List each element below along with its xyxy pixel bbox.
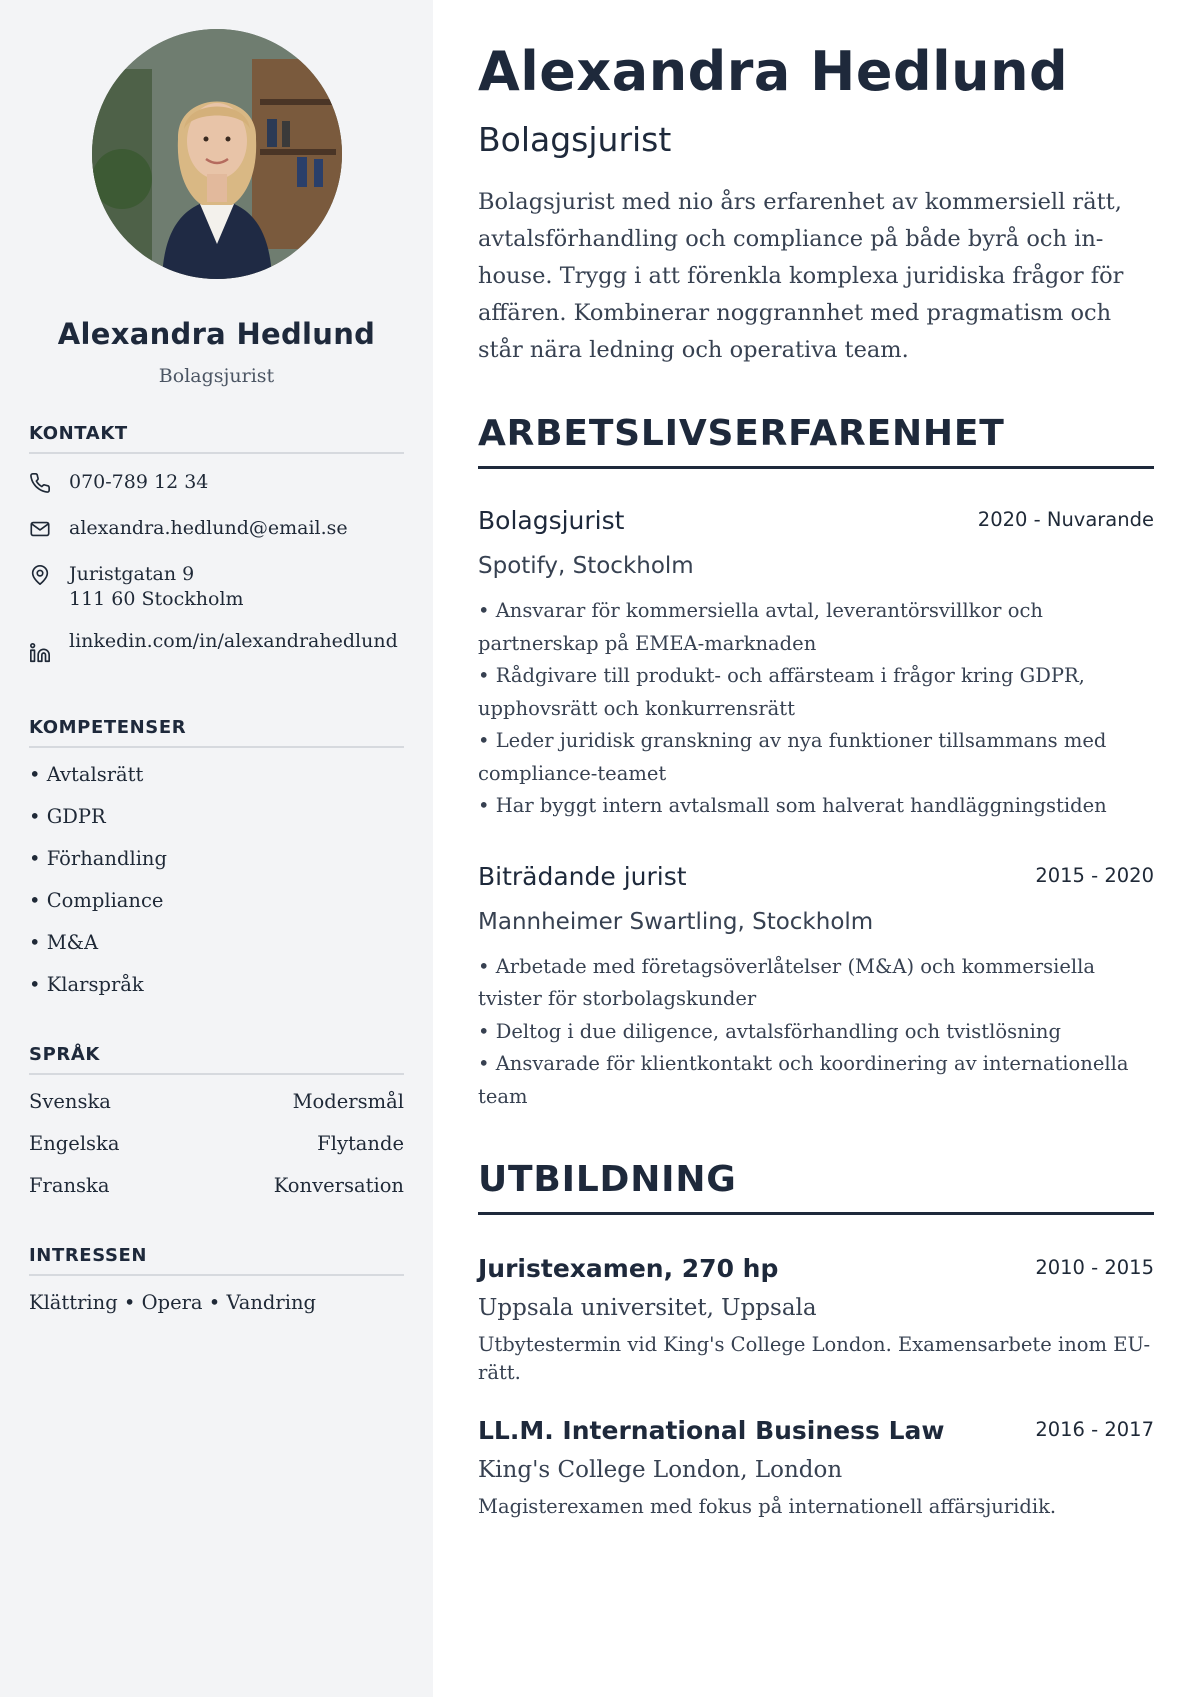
skill-item: • Klarspråk [29, 973, 144, 996]
job-bullet: • Har byggt intern avtalsmall som halverat handläggningstiden [478, 794, 1107, 817]
contact-linkedin[interactable]: linkedin.com/in/alexandrahedlund [69, 630, 398, 652]
skill-item: • Förhandling [29, 847, 167, 870]
experience-section [478, 413, 1154, 1113]
skill-item: • M&A [29, 931, 99, 954]
location-pin-icon [29, 562, 69, 591]
education-header [478, 1415, 1154, 1447]
contact-address-row [29, 562, 404, 612]
language-name: Svenska [29, 1090, 111, 1113]
education-header [478, 1253, 1154, 1285]
interests-text: Klättring • Opera • Vandring [29, 1291, 317, 1314]
interests-section [29, 1245, 404, 1316]
education-description: Magisterexamen med fokus på internationell affärsjuridik. [478, 1495, 1057, 1518]
page-subtitle: Bolagsjurist [478, 120, 672, 159]
job-company: Mannheimer Swartling, Stockholm [478, 908, 874, 935]
language-name: Franska [29, 1174, 110, 1197]
job-bullets [478, 595, 1154, 823]
education-section [478, 1159, 1154, 1521]
contact-phone-row [29, 470, 404, 499]
contact-email-row [29, 516, 404, 545]
language-row [29, 1089, 404, 1115]
job-bullet: • Arbetade med företagsöverlåtelser (M&A) och kommersiella tvister för storbolagskunder [478, 954, 1095, 1010]
contact-heading: KONTAKT [29, 423, 404, 454]
linkedin-icon [29, 629, 69, 669]
job-title: Bolagsjurist [478, 506, 625, 535]
contact-address [69, 562, 244, 612]
address-line-2: 111 60 Stockholm [69, 588, 244, 610]
profile-photo [92, 29, 342, 279]
job-dates: 2015 - 2020 [1035, 863, 1154, 887]
job-bullet: • Rådgivare till produkt- och affärsteam i frågor kring GDPR, upphovsrätt och konkurrensrätt [478, 664, 1085, 720]
education-degree: Juristexamen, 270 hp [478, 1254, 779, 1283]
job-bullet: • Ansvarade för klientkontakt och koordinering av internationella team [478, 1052, 1129, 1108]
job-bullet: • Ansvarar för kommersiella avtal, leverantörsvillkor och partnerskap på EMEA-marknaden [478, 599, 1043, 655]
job-header [478, 505, 1154, 537]
job-bullet: • Deltog i due diligence, avtalsförhandling och tvistlösning [478, 1019, 1061, 1043]
education-degree: LL.M. International Business Law [478, 1416, 945, 1445]
languages-section [29, 1044, 404, 1199]
job-bullets [478, 951, 1154, 1114]
job-entry [478, 505, 1154, 823]
phone-icon [29, 470, 69, 499]
education-school: Uppsala universitet, Uppsala [478, 1295, 817, 1321]
skill-item: • Avtalsrätt [29, 763, 144, 786]
language-row [29, 1131, 404, 1157]
job-entry [478, 861, 1154, 1114]
education-entry [478, 1415, 1154, 1521]
page-title: Alexandra Hedlund [478, 40, 1069, 103]
sidebar-role: Bolagsjurist [158, 365, 275, 387]
experience-heading: ARBETSLIVSERFARENHET [478, 413, 1154, 469]
job-company: Spotify, Stockholm [478, 553, 694, 579]
address-line-1: Juristgatan 9 [69, 563, 195, 585]
language-name: Engelska [29, 1132, 120, 1155]
contact-email[interactable]: alexandra.hedlund@email.se [69, 517, 348, 539]
language-level: Konversation [273, 1174, 404, 1197]
contact-section [29, 423, 404, 669]
job-header [478, 861, 1154, 893]
main-content [433, 0, 1200, 1697]
education-entry [478, 1253, 1154, 1387]
education-description: Utbytestermin vid King's College London. Examensarbete inom EU-rätt. [478, 1333, 1151, 1384]
education-heading: UTBILDNING [478, 1159, 1154, 1215]
profile-summary: Bolagsjurist med nio års erfarenhet av kommersiell rätt, avtalsförhandling och compliance på både byrå och in-house. Trygg i att förenkla komplexa juridiska frågor för affären. Kombinerar noggrannhet med pragmatism och står nära ledning och operativa team. [478, 189, 1124, 363]
interests-heading: INTRESSEN [29, 1245, 404, 1276]
language-level: Flytande [317, 1132, 404, 1155]
contact-linkedin-row [29, 629, 404, 669]
job-title: Biträdande jurist [478, 861, 687, 891]
skills-heading: KOMPETENSER [29, 717, 404, 748]
portrait-illustration [92, 29, 342, 279]
language-level: Modersmål [292, 1090, 404, 1113]
job-bullet: • Leder juridisk granskning av nya funktioner tillsammans med compliance-teamet [478, 729, 1107, 785]
languages-heading: SPRÅK [29, 1044, 404, 1075]
skill-item: • GDPR [29, 805, 106, 828]
contact-phone[interactable]: 070-789 12 34 [69, 471, 209, 493]
education-dates: 2010 - 2015 [1035, 1256, 1154, 1279]
mail-icon [29, 516, 69, 545]
sidebar-name: Alexandra Hedlund [57, 317, 376, 351]
education-school: King's College London, London [478, 1457, 843, 1483]
education-dates: 2016 - 2017 [1035, 1418, 1154, 1441]
sidebar [0, 0, 433, 1697]
job-dates: 2020 - Nuvarande [977, 508, 1154, 531]
skill-item: • Compliance [29, 889, 164, 912]
skills-section [29, 717, 404, 998]
language-row [29, 1173, 404, 1199]
